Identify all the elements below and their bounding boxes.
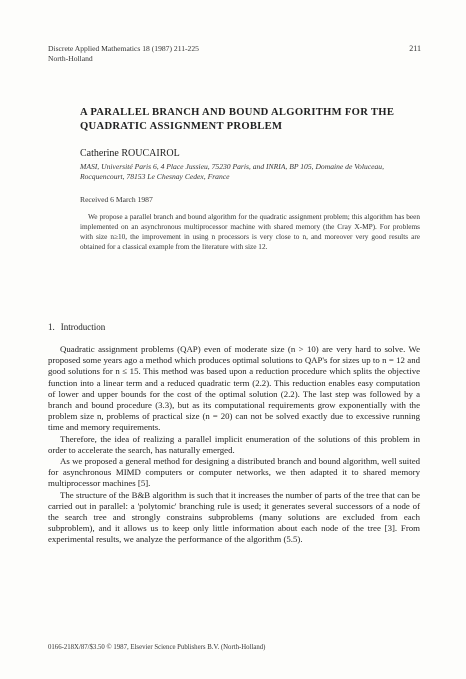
body-text: [48, 344, 420, 546]
page-number: 211: [409, 44, 421, 53]
paragraph: Therefore, the idea of realizing a parallel implicit enumeration of the solutions of this problem in order to accelerate the search, has naturally emerged.: [48, 433, 420, 455]
running-head: [48, 44, 199, 64]
paragraph: The structure of the B&B algorithm is such that it increases the number of parts of the tree that can be carried out in parallel: a 'polytomic' branching rule is used; it generates several successors of a node of the search tree and strongly constrains subproblems (many solutions are excluded from each subproblem), and it allows us to keep only little information about each node of the tree [3]. From experimental results, we analyze the performance of the algorithm (5.5).: [48, 489, 420, 545]
abstract: [80, 212, 420, 252]
section-heading: [48, 322, 105, 332]
section-number: 1.: [48, 322, 55, 332]
received-date: Received 6 March 1987: [80, 195, 153, 204]
author-name: Catherine ROUCAIROL: [80, 148, 180, 159]
section-title: Introduction: [60, 322, 106, 332]
abstract-text: We propose a parallel branch and bound algorithm for the quadratic assignment problem; this algorithm has been implemented on an asynchronous multiprocessor machine with shared memory (the Cray X-MP). For problems with size n≥10, the improvement in using n processors is very close to n, and moreover very good results are obtained for a classical example from the literature with size 12.: [80, 212, 420, 252]
journal-citation: Discrete Applied Mathematics 18 (1987) 211-225: [48, 44, 199, 53]
paragraph: As we proposed a general method for designing a distributed branch and bound algorithm, well suited for asynchronous MIMD computers or computer networks, we then adapted it to shared memory multiprocessor machines [5].: [48, 456, 420, 489]
copyright-footer: 0166-218X/87/$3.50 © 1987, Elsevier Science Publishers B.V. (North-Holland): [48, 644, 266, 651]
article-title: A PARALLEL BRANCH AND BOUND ALGORITHM FOR THE QUADRATIC ASSIGNMENT PROBLEM: [80, 107, 395, 132]
author-affiliation: MASI, Université Paris 6, 4 Place Jussieu, 75230 Paris, and INRIA, BP 105, Domaine de Voluceau, Rocquencourt, 78153 Le Chesnay Cedex, France: [80, 162, 384, 181]
paragraph: Quadratic assignment problems (QAP) even of moderate size (n > 10) are very hard to solve. We proposed some years ago a method which produces optimal solutions to QAP's for sizes up to n = 12 and good solutions for n ≤ 15. This method was based upon a reduction procedure which splits the objective function into a linear term and a reduced quadratic term (2.2). This reduction enables easy computation of lower and upper bounds for the cost of the optimal solution (2.2). The last step was followed by a branch and bound procedure (3.3), but as its computational requirements grow exponentially with the problem size n, problems of practical size (n = 20) can not be solved exactly due to excessive running time and memory requirements.: [48, 344, 420, 433]
publisher: North-Holland: [48, 54, 93, 63]
